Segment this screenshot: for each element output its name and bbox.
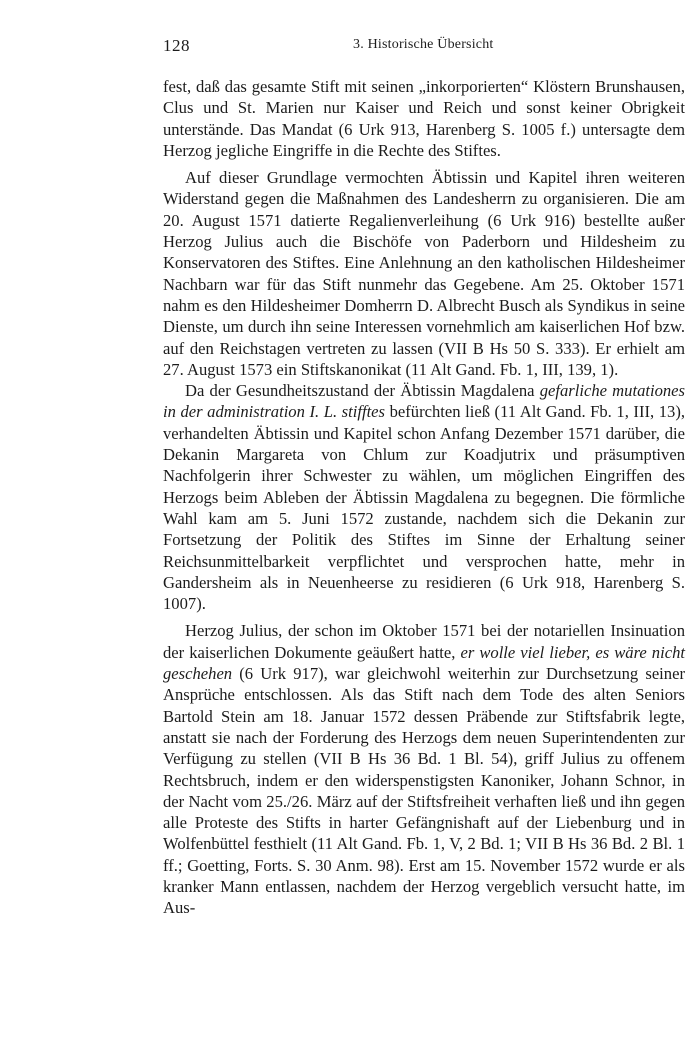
quote-italic: er wolle viel lieber, es wäre nicht geschehen xyxy=(163,642,685,684)
text-run: Auf dieser Grundlage vermochten Äbtissin und Kapitel ihren weiteren Widerstand gegen die Maßnahmen des Landesherrn zu organisieren. Die am 20. August 1571 datierte Regalienverleihung (6 Urk 916) bestellte außer Herzog Julius auch die Bischöfe von Paderborn und Hildesheim zu Konservatoren des Stiftes. Eine Anlehnung an den katholischen Hildesheimer Nachbarn war für das Stift nunmehr das Gegebene. Am 25. Oktober 1571 nahm es den Hildesheimer Domherrn D. Albrecht Busch als Syndikus in seine Dienste, um durch ihn seine Interessen vornehmlich am kaiserlichen Hof bzw. auf den Reichstagen vertreten zu lassen (VII B Hs 50 S. 333). Er erhielt am 27. August 1573 ein Stiftskanonikat (11 Alt Gand. Fb. 1, III, 139, 1). xyxy=(163,168,685,379)
paragraph xyxy=(163,380,685,614)
paragraph xyxy=(163,76,685,161)
text-run: fest, daß das gesamte Stift mit seinen „inkorporierten“ Klöstern Brunshausen, Clus und St. Marien nur Kaiser und Reich und sonst keiner Obrigkeit unterstände. Das Mandat (6 Urk 913, Harenberg S. 1005 f.) untersagte dem Herzog jegliche Eingriffe in die Rechte des Stiftes. xyxy=(163,77,685,160)
text-run: (6 Urk 917), war gleichwohl weiterhin zur Durchsetzung seiner Ansprüche entschlossen. Als das Stift nach dem Tode des alten Seniors Bartold Stein am 18. Januar 1572 dessen Präbende zur Stiftsfabrik legte, anstatt sie nach der Forderung des Herzogs dem neuen Superintendenten zur Verfügung zu stellen (VII B Hs 36 Bd. 1 Bl. 54), griff Julius zu offenem Rechtsbruch, indem er den widerspenstigsten Kanoniker, Johann Schnor, in der Nacht vom 25./26. März auf der Stiftsfreiheit verhaften ließ und ihn gegen alle Proteste des Stifts in harter Gefängnishaft auf der Liebenburg und in Wolfenbüttel festhielt (11 Alt Gand. Fb. 1, V, 2 Bd. 1; VII B Hs 36 Bd. 2 Bl. 1 ff.; Goetting, Forts. S. 30 Anm. 98). Erst am 15. November 1572 wurde er als kranker Mann entlassen, nachdem der Herzog vergeblich versucht hatte, im Aus- xyxy=(163,664,685,918)
text-run: Herzog Julius, der schon im Oktober 1571 bei der notariellen Insinuation der kaiserlichen Dokumente geäußert hatte, xyxy=(163,621,685,662)
page-number: 128 xyxy=(163,36,190,55)
running-head: 3. Historische Übersicht xyxy=(353,37,494,52)
paragraph xyxy=(163,167,685,380)
paragraph xyxy=(163,620,685,918)
quote-italic: gefarliche mutationes in der administration I. L. stifftes xyxy=(163,381,686,422)
text-run: befürchten ließ (11 Alt Gand. Fb. 1, III, 13), verhandelten Äbtissin und Kapitel schon Anfang Dezember 1571 darüber, die Dekanin Margareta von Chlum zur Koadjutrix und präsumptiven Nachfolgerin ihrer Schwester zu wählen, um möglichen Eingriffen des Herzogs beim Ableben der Äbtissin Magdalena zu begegnen. Die förmliche Wahl kam am 5. Juni 1572 zustande, nachdem sich die Dekanin zur Fortsetzung der Politik des Stiftes im Sinne der Erhaltung seiner Reichsunmittelbarkeit verpflichtet und versprochen hatte, mehr in Gandersheim als in Neuenheerse zu residieren (6 Urk 918, Harenberg S. 1007). xyxy=(163,402,685,614)
text-run: Da der Gesundheitszustand der Äbtissin Magdalena xyxy=(185,381,540,401)
page-header xyxy=(163,36,685,58)
body-text xyxy=(163,76,685,919)
